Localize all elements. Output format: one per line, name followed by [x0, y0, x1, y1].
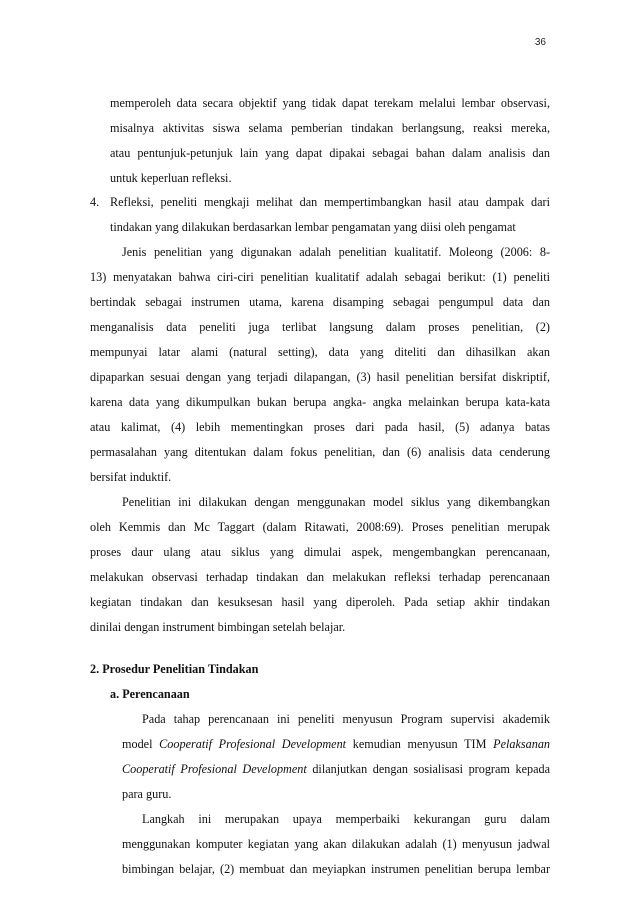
- para2-line-2: oleh Kemmis dan Mc Taggart (dalam Ritawati, 2008:69). Proses penelitian merupak: [90, 520, 550, 534]
- para2-line-3: proses daur ulang atau siklus yang dimulai aspek, mengembangkan perencanaan,: [90, 545, 550, 559]
- para1-line-1: Jenis penelitian yang digunakan adalah penelitian kualitatif. Moleong (2006: 8-: [122, 245, 550, 259]
- para4-line-3: bimbingan belajar, (2) membuat dan meyiapkan instrumen penelitian berupa lembar: [122, 862, 550, 876]
- subsection-heading: a. Perencanaan: [110, 687, 190, 701]
- list-number-4: 4.: [90, 195, 100, 209]
- para1-line-5: mempunyai latar alami (natural setting), data yang diteliti dan dihasilkan akan: [90, 345, 550, 359]
- para3-line-4: para guru.: [122, 787, 172, 801]
- para1-line-10: bersifat induktif.: [90, 470, 172, 484]
- list-cont-line-2: misalnya aktivitas siswa selama pemberian tindakan berlangsung, reaksi mereka,: [110, 121, 550, 135]
- para3-italic-term: Cooperatif Profesional Development: [159, 737, 347, 751]
- para3-text: kemudian menyusun TIM: [346, 737, 494, 751]
- section-heading: 2. Prosedur Penelitian Tindakan: [90, 662, 259, 676]
- para1-line-2: 13) menyatakan bahwa ciri-ciri penelitian kualitatif adalah sebagai berikut: (1) peneliti: [90, 270, 550, 284]
- para3-line-1: Pada tahap perencanaan ini peneliti menyusun Program supervisi akademik: [142, 712, 550, 726]
- list-cont-line-3: atau pentunjuk-petunjuk lain yang dapat dipakai sebagai bahan dalam analisis dan: [110, 146, 550, 160]
- para1-line-7: karena data yang dikumpulkan bukan berupa angka- angka melainkan berupa kata-kata: [90, 395, 550, 409]
- para3-italic-term: Cooperatif Profesional Development: [122, 762, 307, 776]
- item4-line-2: tindakan yang dilakukan berdasarkan lembar pengamatan yang diisi oleh pengamat: [110, 220, 516, 234]
- para1-line-9: permasalahan yang ditentukan dalam fokus penelitian, dan (6) analisis data cenderung: [90, 445, 550, 459]
- para1-line-3: bertindak sebagai instrumen utama, karena disamping sebagai pengumpul data dan: [90, 295, 550, 309]
- para2-line-1: Penelitian ini dilakukan dengan menggunakan model siklus yang dikembangkan: [122, 495, 550, 509]
- para3-line-2: [122, 736, 550, 752]
- item4-line-1: Refleksi, peneliti mengkaji melihat dan mempertimbangkan hasil atau dampak dari: [110, 195, 550, 209]
- para3-line-3: [122, 761, 550, 777]
- para3-italic-term: Pelaksanan: [493, 737, 551, 751]
- para4-line-2: menggunakan komputer kegiatan yang akan dilakukan adalah (1) menyusun jadwal: [122, 837, 550, 851]
- para1-line-8: atau kalimat, (4) lebih mementingkan proses dari pada hasil, (5) adanya batas: [90, 420, 550, 434]
- list-cont-line-4: untuk keperluan refleksi.: [110, 171, 232, 185]
- para4-line-1: Langkah ini merupakan upaya memperbaiki kekurangan guru dalam: [142, 812, 550, 826]
- list-cont-line-1: memperoleh data secara objektif yang tidak dapat terekam melalui lembar observasi,: [110, 96, 550, 110]
- para2-line-4: melakukan observasi terhadap tindakan dan melakukan refleksi terhadap perencanaan: [90, 570, 550, 584]
- para1-line-6: dipaparkan sesuai dengan yang terjadi dilapangan, (3) hasil penelitian bersifat diskriptif,: [90, 370, 550, 384]
- para3-text: dilanjutkan dengan sosialisasi program kepada: [306, 762, 550, 776]
- para2-line-5: kegiatan tindakan dan kesuksesan hasil yang diperoleh. Pada setiap akhir tindakan: [90, 595, 550, 609]
- para3-text: model: [122, 737, 160, 751]
- para1-line-4: menganalisis data peneliti juga terlibat langsung dalam proses penelitian, (2): [90, 320, 550, 334]
- para2-line-6: dinilai dengan instrument bimbingan setelah belajar.: [90, 620, 346, 634]
- page-number: 36: [534, 37, 546, 48]
